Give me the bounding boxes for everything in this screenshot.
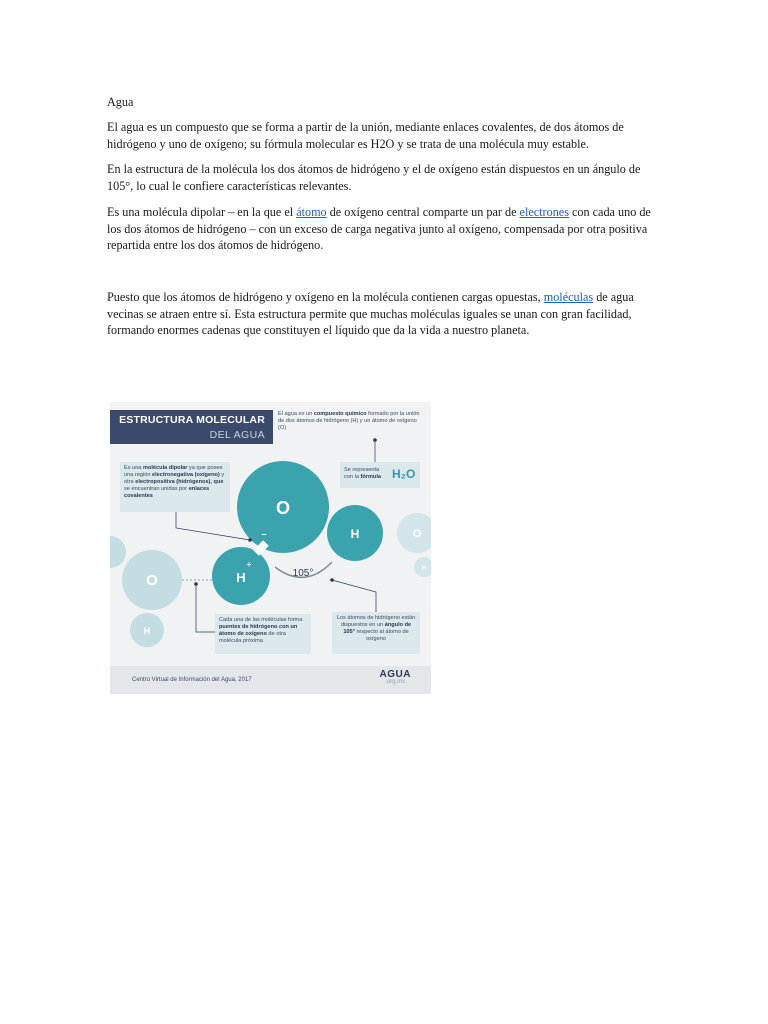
dipole-callout: Es una molécula dipolar ya que posee una región electronegativa (oxígeno) y otra electropositiva (hidrógenos), que se encuentran unidas por enlaces covalentes [120,462,230,512]
paragraph-2 [107,161,667,194]
angle-leader-line [332,580,376,612]
infographic-intro: El agua es un compuesto químico formado por la unión de dos átomos de hidrógeno (H) y un átomo de oxígeno (O) [278,411,420,431]
paragraph-3-text: Es una molécula dipolar – en la que el átomo de oxígeno central comparte un par de electrones con cada uno de los dos átomos de hidrógeno – con un exceso de carga negativa junto al oxígeno, compensada por otra positiva repartida entre los dos átomos de hidrógeno. [107,205,651,252]
paragraph-2-text: En la estructura de la molécula los dos átomos de hidrógeno y el de oxígeno están dispuestos en un ángulo de 105°, lo cual le confiere características relevantes. [107,162,641,193]
footer-source: Centro Virtual de Información del Agua, 2017 [132,677,252,683]
link-atomo[interactable]: átomo [296,205,327,219]
paragraph-3 [107,204,667,254]
link-moleculas[interactable]: moléculas [543,290,594,304]
hydrogen-bridge-callout: Cada una de las moléculas forma puentes de hidrógeno con un átomo de oxígeno de otra molécula próxima [215,614,311,654]
faded-oxygen-label: O [146,572,158,589]
paragraph-1 [107,119,667,152]
faded-oxygen-label-right: O [412,528,422,540]
infographic-title [110,410,273,444]
link-electrones[interactable]: electrones [519,205,569,219]
formula-caption: Se representa con la fórmula [344,467,381,480]
infographic-title-line1: ESTRUCTURA MOLECULAR [119,414,265,426]
faded-hydrogen-atom-edge [110,536,126,568]
oxygen-label: O [275,498,291,518]
angle-label: 105° [292,568,314,579]
paragraph-4 [107,289,667,339]
positive-charge-label: + [246,560,252,569]
formula-h2o: H₂O [392,467,416,481]
infographic-title-line2: DEL AGUA [209,429,265,441]
angle-callout: Los átomos de hidrógeno están dispuestos en un ángulo de 105° respecto al átomo de oxígeno [332,612,420,654]
formula-callout [340,462,420,488]
infographic-footer [110,666,431,694]
hydrogen-right-label: H [350,527,360,541]
faded-hydrogen-label: H [143,626,151,636]
paragraph-4-text: Puesto que los átomos de hidrógeno y oxígeno en la molécula contienen cargas opuestas, moléculas de agua vecinas se atraen entre sí. Esta estructura permite que muchas moléculas iguales se unan con gran facilidad, formando enormes cadenas que constituyen el líquido que da la vida a nuestro planeta. [107,290,634,337]
agua-logo: AGUA .org.mx [379,669,411,685]
doc-title-block [107,94,667,111]
doc-title: Agua [107,95,134,109]
water-molecule-infographic [110,402,431,694]
faded-hydrogen-label-right: H [421,566,427,572]
hydrogen-left-label: H [236,570,246,585]
bridge-leader-line [196,584,215,632]
paragraph-1-text: El agua es un compuesto que se forma a partir de la unión, mediante enlaces covalentes, de dos átomos de hidrógeno y uno de oxígeno; su fórmula molecular es H2O y se trata de una molécula muy estable. [107,120,624,151]
negative-charge-label: – [261,529,267,539]
